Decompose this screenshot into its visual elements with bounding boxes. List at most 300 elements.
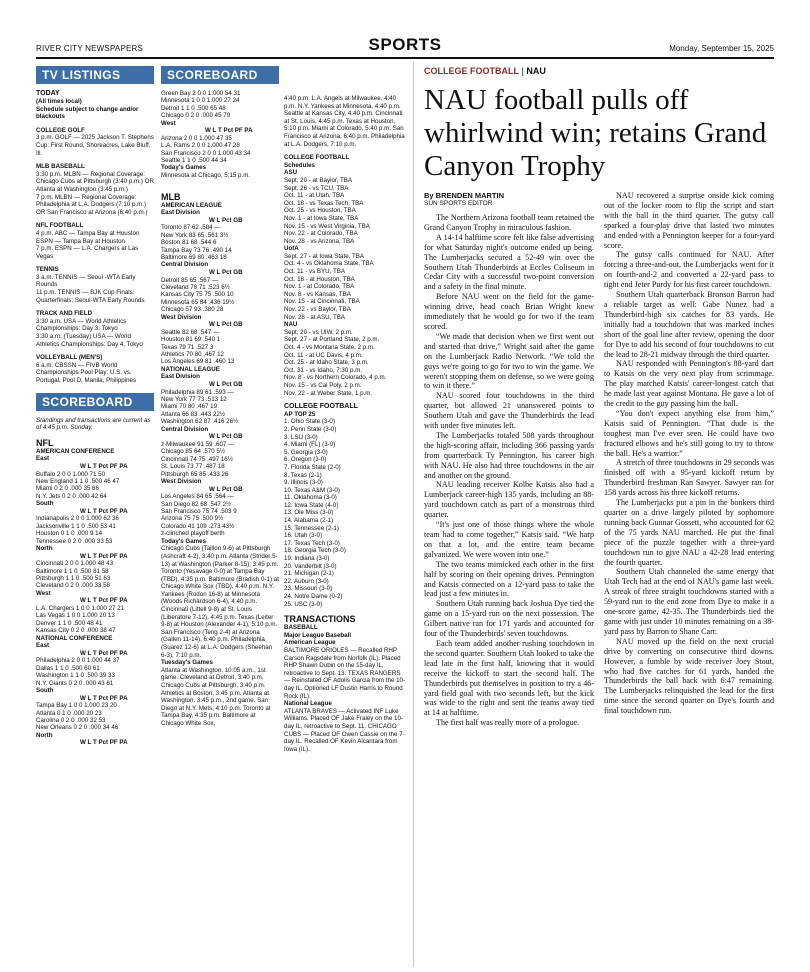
standing-row-text: Arizona 75 75 .500 9½ (161, 515, 224, 523)
standings-table (36, 471, 121, 501)
standing-row (161, 456, 236, 463)
standings-table (161, 329, 236, 366)
standing-row-text: Tampa Bay 73 76 .490 14 (161, 246, 232, 254)
standing-row (36, 575, 115, 582)
standing-row (161, 501, 239, 508)
schedules-label: Schedules (284, 161, 315, 169)
schedule-line: Nov. 28 - at ASU, TBA (284, 313, 345, 321)
ranking-line: 11. Oklahoma (3-0) (284, 494, 337, 502)
standing-row-text: Denver 1 1 0 .500 48 41 (36, 619, 103, 627)
standing-row-text: New Orleans 0 2 0 .000 34 46 (36, 724, 119, 732)
ranking-line: 13. Ole Miss (3-0) (284, 509, 334, 517)
schedule-line: Sept. 27 - at Portland State, 2 p.m. (284, 336, 380, 344)
article-paragraph: “It's just one of those things where the whole team had to come together,” Katsis said. “We harp on that a lot, and the entire team became galvanized. We were woven into one.” (424, 520, 594, 559)
mlb-standings (161, 209, 279, 530)
ranking-line: 19. Indiana (3-0) (284, 555, 330, 563)
article-paragraph: Each team added another rushing touchdown in the second quarter. Southern Utah looked to take the lead late in the first half, knowing that it would receive the kickoff to start the second half. The Thunderbirds put themselves in position to try a 46-yard field goal with two seconds left, but the kick was wide to the right and sent the teams away tied at 14 at halftime. (424, 638, 594, 718)
division-cols: W L T Pct PF PA (80, 462, 128, 470)
standings-table (161, 441, 236, 478)
standing-row-text: Washington 62 87 .416 26½ (161, 418, 239, 426)
ap-label: AP TOP 25 (284, 410, 316, 418)
standing-row-text: San Diego 82 68 .547 2½ (161, 500, 232, 508)
tv-listing-line: 3:30 p.m. MLBN — Regional Coverage: Chicago Cubs at Pittsburgh (3:40 p.m.) OR Atlanta at Washington (3:45 p.m.) (36, 170, 154, 193)
schedule-line: Sept. 26 - vs TCU, TBA (284, 184, 349, 192)
article-paragraph: NAU scored four touchdowns in the third quarter, but allowed 21 unanswered points to Southern Utah and gave the Thunderbirds the lead with under five minutes left. (424, 391, 594, 431)
standing-row (161, 232, 234, 239)
standing-row-text: Athletics 70 80 .467 12 (161, 351, 224, 359)
afc-label: AMERICAN CONFERENCE (36, 447, 115, 455)
standing-row (161, 508, 239, 515)
standing-row (161, 441, 236, 448)
schedule-line: Nov. 22 - vs Baylor, TBA (284, 306, 351, 314)
ranking-line: 12. Iowa State (4-0) (284, 501, 339, 509)
article-paragraph: A 14-14 halftime score felt like false advertising for what Saturday night's outcome ended up being. The Lumberjacks secured a 52-49 win over the Southern Utah Thunderbirds at Eccles Coliseum in Cedar City with a successful two-point conversion and a safety in the final minute. (424, 232, 594, 292)
standing-row (161, 336, 236, 343)
schedule-line: Sept. 20 - at Baylor, TBA (284, 176, 352, 184)
mlb-cols: W L Pct GB (209, 433, 243, 441)
standing-row (161, 351, 236, 358)
standing-row-text: Philadelphia 2 0 0 1.000 44 37 (36, 657, 120, 665)
standing-row (161, 299, 236, 306)
standing-row-text: New York 77 73 .513 12 (161, 396, 227, 404)
standing-row-text: Cincinnati 2 0 0 1.000 48 43 (36, 560, 114, 568)
mlb-division-label: West Division (161, 477, 202, 485)
ap-top25-list (284, 418, 406, 608)
standing-row (36, 657, 122, 664)
standing-row (161, 389, 240, 396)
schedule-line: Nov. 28 - vs Arizona, TBA (284, 237, 355, 245)
standing-row-text: San Francisco 75 74 .503 9 (161, 507, 237, 515)
standing-row-text: Buffalo 2 0 0 1.000 71 50 (36, 470, 106, 478)
standings-table (36, 605, 126, 635)
today-games-label: Today's Games (161, 164, 207, 172)
standing-row-text: Minnesota 65 84 .436 19½ (161, 298, 235, 306)
article-paragraph: NAU responded with Pennington's 88-yard dart to Katsis on the very next play from scrimmage. The play matched Katsis' career-longest catch that he made last year against Montana. He gave a lot of the credit to the guy passing him the ball. (604, 359, 774, 409)
article-paragraph: The Lumberjacks totaled 508 yards throughout the high-scoring affair, including 366 passing yards from quarterback Ty Pennington, his career high with NAU. He also had three touchdowns in the air and another on the ground. (424, 430, 594, 480)
tv-today: TODAY (36, 90, 60, 97)
standing-row (161, 105, 242, 112)
article-paragraph: Southern Utah quarterback Bronson Barron had a reliable target as well: Gabe Nunez had a Thunderbird-high six catches for 83 yards. He initially had a touchdown that was marked inches short of the goal line after review, opening the door for Dye to add his second of four touchdowns to cut the lead to 28-21 midway through the third quarter. (604, 290, 774, 359)
section-title: SPORTS (368, 35, 442, 54)
nau-schedule (284, 329, 406, 397)
nfc-west-standings (161, 135, 279, 165)
ranking-line: 6. Oregon (3-0) (284, 456, 327, 464)
uofa-schedule (284, 253, 406, 321)
standing-row-text: Cleveland 78 71 .523 6½ (161, 284, 230, 292)
al-trans-text: BALTIMORE ORIOLES — Recalled RHP Carson Ragsdale from Norfolk (IL). Placed RHP Shawn Dubin on the 15-day IL, retroactive to Sept. 13. TEXAS RANGERS — Reinstated OF Adolis Garcia from the 10-day IL. Optioned LF Dustin Harris to Round Rock (IL). (284, 646, 406, 700)
mlb-division-label: Central Division (161, 425, 209, 433)
mlb-tue-continued: 4:40 p.m. L.A. Angels at Milwaukee, 4:40 p.m. N.Y. Yankees at Minnesota, 4:40 p.m. Seattle at Kansas City, 4:40 p.m. Cincinnati at St. Louis, 4:45 p.m. Texas at Houston, 5:10 p.m. Miami at Colorado, 5:40 p.m. San Francisco at Arizona, 6:40 p.m. Philadelphia at L.A. Dodgers, 7:10 p.m. (284, 95, 405, 148)
standing-row-text: Texas 79 71 .527 3 (161, 343, 214, 351)
ranking-line: 2. Penn State (3-0) (284, 425, 337, 433)
standing-row (36, 612, 126, 619)
cf-label: COLLEGE FOOTBALL (284, 154, 350, 162)
article-paragraph: “You don't expect anything else from him,” Katsis said of Pennington. “That dude is the toughest man I've ever seen. He could have two fractured elbows and he's still going to try to throw the ball. He's a warrior.” (604, 408, 774, 458)
standing-row-text: Dallas 1 1 0 .500 60 61 (36, 664, 100, 672)
standing-row-text: Seattle 1 1 0 .500 44 34 (161, 157, 227, 165)
tv-group-title: NFL FOOTBALL (36, 222, 84, 230)
transactions-label: TRANSACTIONS (284, 614, 356, 625)
tv-group-title: MLB BASEBALL (36, 163, 85, 171)
nl-label: NATIONAL LEAGUE (161, 365, 220, 373)
standing-row-text: Indianapolis 2 0 0 1.000 62 36 (36, 515, 119, 523)
standing-row (36, 530, 121, 537)
standings-table (161, 277, 236, 314)
article-paragraph: Southern Utah running back Joshua Dye tied the game on a 15-yard run on the next possession. The Gilbert native ran for 171 yards and accounted for four of the Thunderbirds' seven touchdowns. (424, 599, 594, 639)
standing-row-text: Philadelphia 89 61 .593 — (161, 388, 234, 396)
standing-row-text: Carolina 0 2 0 .000 32 53 (36, 717, 106, 725)
standing-row (36, 582, 115, 589)
cf2-label: COLLEGE FOOTBALL (284, 403, 358, 411)
standing-row-text: New York 83 65 .561 3½ (161, 231, 229, 239)
division-label: East (36, 642, 50, 650)
schedule-line: Oct. 25 - at Idaho State, 3 p.m. (284, 359, 369, 367)
standing-row (161, 403, 240, 410)
standing-row-text: Green Bay 2 0 0 1.000 54 31 (161, 90, 241, 97)
article-body-col1 (424, 213, 594, 728)
standing-row-text: Kansas City 75 75 .500 10 (161, 291, 234, 299)
standing-row-text: Miami 70 80 .467 19 (161, 403, 218, 411)
schedule-line: Nov. 8 - vs Kansas, TBA (284, 290, 351, 298)
standing-row (161, 135, 252, 142)
standing-row (161, 493, 239, 500)
ranking-line: 8. Texas (2-1) (284, 471, 322, 479)
kicker-section: COLLEGE FOOTBALL (424, 66, 519, 76)
standing-row (161, 112, 242, 119)
schedule-line: Nov. 15 - vs West Virginia, TBA (284, 222, 370, 230)
standing-row (161, 157, 252, 164)
article-paragraph: The gutsy calls continued for NAU. After forcing a three-and-out, the Lumberjacks went for it on fourth-and-2 and converted a 22-yard pass to tight end Jeter Purdy for his first career touchdown. (604, 250, 774, 290)
masthead-rule (36, 57, 774, 59)
schedule-line: Nov. 15 - at Cincinnati, TBA (284, 298, 360, 306)
standing-row (161, 247, 234, 254)
standing-row-text: L.A. Chargers 1 0 0 1.000 27 21 (36, 605, 125, 612)
ranking-line: 17. Texas Tech (3-0) (284, 539, 340, 547)
tv-listing-line: ESPN — Tampa Bay at Houston (36, 237, 125, 245)
mlb-cols: W L Pct GB (209, 485, 243, 493)
division-label: West (36, 589, 51, 597)
ranking-line: 10. Texas A&M (3-0) (284, 486, 340, 494)
scoreboard-header: SCOREBOARD (161, 66, 279, 84)
ranking-line: 4. Miami (FL) (3-0) (284, 441, 336, 449)
standing-row (161, 329, 236, 336)
standing-row-text: Chicago 0 2 0 .000 45 79 (161, 112, 231, 120)
uofa-label: UofA (284, 245, 299, 253)
tv-group-title: COLLEGE GOLF (36, 126, 85, 134)
standing-row (36, 672, 122, 679)
ranking-line: 22. Auburn (3-0) (284, 577, 329, 585)
schedule-line: Nov. 22 - at Colorado, TBA (284, 230, 358, 238)
standing-row-text: Atlanta 0 1 0 .000 20 23 (36, 709, 102, 717)
standing-row-text: St. Louis 73 77 .487 18 (161, 463, 225, 471)
schedule-line: Oct. 18 - at Houston, TBA (284, 275, 355, 283)
tv-listing-line: 11 p.m. TENNIS — BJK Cup Finals: Quarterfinals; Seoul-WTA Early Rounds (36, 289, 145, 304)
standings-table (161, 224, 234, 261)
north-label: North (36, 731, 53, 739)
article-paragraph: Southern Utah channeled the same energy that Utah Tech had at the end of NAU's game last week. A streak of three straight touchdowns started with a 59-yard run to the end zone from Dye to make it a one-score game, 42-35. The Thunderbirds tied the game with just under 10 minutes remaining on a 38-yard pass by Barron to Shane Carr. (604, 567, 774, 636)
standings-table (161, 389, 240, 426)
article-paragraph: A stretch of three touchdowns in 29 seconds was finished off with a 95-yard kickoff return by Thunderbird freshman Ran Sawyer. Sawyer ran for 158 yards across his three kickoff returns. (604, 458, 774, 498)
standing-row-text: Los Angeles 69 81 .460 13 (161, 358, 235, 366)
standing-row-text: Baltimore 69 80 .463 18 (161, 254, 227, 262)
article-paragraph: Before NAU went on the field for the game-winning drive, head coach Brian Wright knew immediately that he would go for two if the team scored. (424, 292, 594, 331)
ranking-line: 20. Vanderbilt (3-0) (284, 562, 337, 570)
asu-label: ASU (284, 169, 298, 177)
standing-row (36, 717, 120, 724)
nfc-west-label: West (161, 119, 176, 127)
standing-row (161, 291, 236, 298)
standing-row (36, 478, 121, 485)
division-label: South (36, 500, 54, 508)
article-paragraph: “We made that decision when we first went out and started that drive,” Wright said after the game on the Lumberjack Radio Network. “We told the guys we're going to go for two to win the game. We weren't stopping them on defense, so we were going to win it there.” (424, 331, 594, 391)
tv-listing-line: 7 p.m. MLBN — Regional Coverage: Philadelphia at L.A. Dodgers (7:10 p.m.) OR San Francisco at Arizona (6:40 p.m.) (36, 193, 148, 216)
afc-standings (36, 455, 154, 634)
schedule-line: Oct. 11 - vs BYU, TBA (284, 268, 345, 276)
scoreboard-header-left: SCOREBOARD (36, 393, 154, 411)
schedule-line: Nov. 22 - at Weber State, 1 p.m. (284, 389, 373, 397)
standing-row-text: Pittsburgh 65 85 .433 26 (161, 470, 229, 478)
standing-row (161, 515, 239, 522)
tv-listing-line: 6 a.m. CBSSN — FIVB World Championships Pool Play: U.S. vs. Portugal, Pool D, Manila, Philippines (36, 361, 137, 384)
al-label: AMERICAN LEAGUE (161, 201, 222, 209)
schedule-line: Oct. 4 - vs Oklahoma State, TBA (284, 260, 374, 268)
standing-row-text: Detroit 85 65 .567 — (161, 276, 219, 284)
mlb-cols: W L Pct GB (209, 381, 243, 389)
tv-groups (36, 121, 154, 385)
standings-table (161, 493, 239, 530)
standing-row (161, 277, 236, 284)
mlb-division-label: West Division (161, 313, 202, 321)
division-cols: W L T Pct PF PA (80, 507, 128, 515)
mlb-today-label: Today's Games (161, 537, 207, 545)
standing-row-text: Jacksonville 1 1 0 .500 53 41 (36, 522, 116, 530)
ranking-line: 25. USC (3-0) (284, 600, 323, 608)
standing-row (161, 396, 240, 403)
mlb-division-label: East Division (161, 373, 200, 381)
tv-listing-line: 7 p.m. ESPN — L.A. Chargers at Las Vegas (36, 245, 139, 260)
ranking-line: 7. Florida State (2-0) (284, 463, 341, 471)
schedule-line: Nov. 8 - vs Northern Colorado, 4 p.m. (284, 374, 387, 382)
tv-listings-column (36, 62, 154, 967)
tue-games-label: Tuesday's Games (161, 659, 213, 667)
ranking-line: 16. Utah (3-0) (284, 532, 323, 540)
article-paragraph: NAU moved up the field on the next crucial drive by converting on consecutive third downs. However, a fumble by wide receiver Joey Stout, who had five catches for 61 yards, handed the Thunderbirds the ball back with 6:47 remaining. The Lumberjacks relinquished the lead for the first time since the second quarter on Dye's fourth and final touchdown run. (604, 636, 774, 716)
standing-row-text: Washington 1 1 0 .500 39 33 (36, 672, 115, 680)
kicker-sep: | (521, 66, 524, 76)
nfl-north-standings (161, 90, 279, 120)
standing-row (161, 239, 234, 246)
division-label: East (36, 455, 50, 463)
mlb-trans-label: Major League Baseball (284, 631, 352, 639)
schedule-line: Oct. 4 - vs Montana State, 2 p.m. (284, 344, 375, 351)
standing-row (36, 702, 120, 709)
standing-row (36, 568, 115, 575)
tv-listing-line: 3 a.m. TENNIS — Seoul -WTA Early Rounds (36, 273, 136, 289)
standing-row-text: Colorado 41 109 .273 43½ (161, 522, 235, 530)
schedules-column (284, 95, 406, 967)
baseball-label: BASEBALL (284, 624, 318, 632)
ranking-line: 24. Notre Dame (0-2) (284, 593, 343, 600)
tv-subject: Schedule subject to change and/or blackouts (36, 105, 139, 121)
standing-row (161, 418, 240, 425)
publication-name: RIVER CITY NEWSPAPERS (36, 44, 144, 53)
standing-row (36, 680, 122, 687)
standing-row (36, 627, 126, 634)
article-paragraph: The Lumberjacks put a pin in the bonkers third quarter on a drive largely piloted by sophomore running back Gunnar Gossett, who accounted for 62 of the 75 yards NAU marched. He put the final piece of the puzzle together with a three-yard touchdown run to give NAU a 42-28 lead entering the fourth quarter. (604, 498, 774, 567)
standing-row (36, 724, 120, 731)
scoreboard-column (161, 62, 279, 967)
nl-trans-label: National League (284, 700, 332, 708)
standing-row (161, 224, 234, 231)
standing-row-text: Chicago 85 64 .570 5½ (161, 448, 225, 456)
article-headline: NAU football pulls off whirlwind win; retains Grand Canyon Trophy (424, 84, 767, 182)
mlb-division-label: East Division (161, 209, 200, 217)
schedule-line: Nov. 1 - at Colorado, TBA (284, 283, 355, 291)
standing-row (161, 284, 236, 291)
nfc-label: NATIONAL CONFERENCE (36, 634, 113, 642)
article-byline: By BRENDEN MARTIN (424, 191, 505, 200)
standing-row (36, 538, 121, 545)
standing-row-text: Atlanta 66 83 .443 22½ (161, 410, 225, 418)
standing-row (36, 523, 121, 530)
nfl-label: NFL (36, 437, 54, 448)
issue-date: Monday, September 15, 2025 (669, 44, 774, 53)
standing-row-text: San Francisco 2 0 0 1.000 43 34 (161, 149, 251, 157)
standing-row-text: N.Y. Giants 0 2 0 .000 43 61 (36, 679, 114, 687)
division-cols: W L T Pct PF PA (80, 649, 128, 657)
ranking-line: 1. Ohio State (3-0) (284, 418, 335, 426)
standing-row (36, 665, 122, 672)
standing-row-text: Miami 0 2 0 .000 35 66 (36, 485, 99, 493)
division-label: South (36, 687, 54, 695)
standing-row (36, 485, 121, 492)
standing-row (36, 710, 120, 717)
article-paragraph: NAU recovered a surprise onside kick coming out of the locker room to flip the script and start with the ball in the third quarter. The gutsy call sparked a four-play drive that lasted two minutes and ended with a Pennington keeper for a four-yard score. (604, 191, 774, 250)
standing-row (161, 90, 242, 97)
schedule-line: Oct. 31 - vs Idaho, 7:30 p.m. (284, 366, 363, 374)
tue-games-text: Atlanta at Washington, 10:05 a.m., 1st game. Cleveland at Detroit, 3:40 p.m. Chicago Cubs at Pittsburgh, 3:40 p.m. Athletics at Boston, 3:45 p.m. Atlanta at Washington, 3:45 p.m., 2nd game. San Diego at N.Y. Mets, 4:10 p.m. Toronto at Tampa Bay, 4:35 p.m. Baltimore at Chicago White Sox, (161, 666, 271, 727)
standing-row (161, 471, 236, 478)
tv-listing-line: 4 p.m. ABC — Tampa Bay at Houston (36, 229, 140, 237)
standing-row (161, 142, 252, 149)
today-games-line: Minnesota at Chicago, 5:15 p.m. (161, 172, 251, 180)
mlb-division-label: Central Division (161, 261, 209, 269)
schedule-line: Oct. 25 - vs Houston, TBA (284, 207, 356, 215)
standing-row-text: Cleveland 0 2 0 .000 33 58 (36, 582, 110, 590)
division-label: North (36, 545, 53, 552)
standing-row-text: L.A. Rams 2 0 0 1.000 47 28 (161, 142, 240, 150)
ranking-line: 18. Georgia Tech (3-0) (284, 547, 346, 555)
standing-row-text: Pittsburgh 1 1 0 .500 51 63 (36, 575, 111, 582)
standing-row-text: Tennessee 0 2 0 .000 33 53 (36, 537, 113, 545)
standing-row-text: Los Angeles 84 65 .564 — (161, 493, 234, 501)
tv-listing-line: 3 p.m. GOLF — 2025 Jackson T. Stephens Cup: First Round, Shoreacres, Lake Bluff, Ill. (36, 134, 154, 157)
mlb-today-text: Chicago Cubs (Taillon 9-6) at Pittsburgh (Ashcraft 4-2), 3:40 p.m. Atlanta (Strider 5-13) at Washington (Parker 8-15), 3:45 p.m. Toronto (Yesavage 0-0) at Tampa Bay (TBD), 4:35 p.m. Baltimore (Bradish 0-1) at Chicago White Sox (TBD), 4:40 p.m. N.Y. Yankees (Rodon 16-8) at Minnesota (Woods Richardson 6-4), 4:40 p.m. Cincinnati (Littell 9-8) at St. Louis (Liberatore 7-12), 4:45 p.m. Texas (Leiter 9-8) at Houston (Alexander 4-1), 5:10 p.m. San Francisco (Teng 2-4) at Arizona (Gallen 11-14), 6:40 p.m. Philadelphia (Suarez 12-6) at L.A. Dodgers (Sheehan 6-3), 7:10 p.m. (161, 545, 279, 659)
tv-listings-header: TV LISTINGS (36, 66, 154, 84)
north-cols: W L T Pct PF PA (80, 739, 128, 747)
schedule-line: Sept. 27 - at Iowa State, TBA (284, 252, 365, 260)
article-paragraph: The Northern Arizona football team retained the Grand Canyon Trophy in miraculous fashion. (424, 213, 594, 232)
schedule-line: Nov. 1 - at Iowa State, TBA (284, 214, 359, 222)
scoreboard-note: Standings and transactions are current as of 4:45 p.m. Sunday. (36, 416, 151, 432)
standing-row (161, 358, 236, 365)
schedule-line: Sept. 20 - vs UIW, 2 p.m. (284, 328, 353, 336)
tv-listing-line: 3:30 a.m. USA — World Athletics Championships: Day 3, Tokyo (36, 317, 127, 333)
ranking-line: 9. Illinois (3-0) (284, 479, 323, 487)
masthead (0, 0, 810, 60)
standing-row-text: Cincinnati 74 75 .497 16½ (161, 455, 233, 463)
schedule-line: Nov. 15 - vs Cal Poly, 2 p.m. (284, 381, 362, 389)
mlb-cols: W L Pct GB (209, 269, 243, 277)
division-cols: W L T Pct PF PA (80, 694, 128, 702)
mlb-label: MLB (161, 191, 181, 202)
standing-row (161, 448, 236, 455)
tv-listing-line: 3:30 a.m. (Tuesday) USA — World Athletics Championships: Day 4, Tokyo (36, 333, 143, 348)
standing-row-text: Houston 81 69 .540 1 (161, 336, 221, 344)
standing-row (161, 411, 240, 418)
schedule-line: Oct. 18 - vs Texas Tech, TBA (284, 199, 364, 207)
nl-trans-text: ATLANTA BRAVES — Activated INF Luke Williams. Placed OF Jake Fraley on the 10-day IL, retroactive to Sept. 11. CHICAGO CUBS — Placed OF Owen Cassie on the 7-day IL. Recalled OF Kevin Alcantara from Iowa (IL). (284, 707, 405, 753)
ranking-line: 5. Georgia (3-0) (284, 448, 328, 456)
schedule-line: Oct. 11 - at UC Davis, 4 p.m. (284, 351, 363, 359)
standing-row-text: Tampa Bay 1 0 0 1.000 23 20 (36, 702, 117, 710)
article-paragraph: NAU leading receiver Kolbe Katsis also had a Lumberjack career-high 135 yards, including an 88-yard touchdown catch as part of a monstrous third quarter. (424, 480, 594, 520)
clinch-note: z-clinched playoff berth (161, 530, 225, 538)
standing-row (36, 620, 126, 627)
standing-row-text: Kansas City 0 2 0 .000 38 47 (36, 627, 116, 635)
mlb-cols: W L Pct GB (209, 321, 243, 329)
article-kicker (424, 66, 774, 76)
ranking-line: 21. Michigan (2-1) (284, 570, 334, 578)
column-divider (413, 62, 414, 967)
standing-row-text: Boston 81 68 .544 6 (161, 239, 217, 247)
standing-row (36, 515, 121, 522)
standing-row (161, 150, 252, 157)
division-cols: W L T Pct PF PA (80, 597, 128, 605)
standings-table (36, 657, 122, 687)
standing-row-text: Houston 0 1 0 .000 9 14 (36, 530, 103, 538)
nfc-west-cols: W L T Pct PF PA (205, 127, 253, 135)
standing-row (161, 306, 236, 313)
article-role: SUN SPORTS EDITOR (424, 200, 493, 207)
nau-label: NAU (284, 321, 298, 329)
standings-table (36, 515, 121, 545)
article (424, 66, 774, 728)
al-trans-label: American League (284, 639, 336, 647)
standing-row-text: Detroit 1 1 0 .500 65 48 (161, 104, 226, 112)
standing-row-text: Toronto 87 62 .584 — (161, 224, 221, 232)
standing-row (161, 97, 242, 104)
standing-row (36, 471, 121, 478)
standing-row-text: z-Milwaukee 91 59 .607 — (161, 440, 235, 448)
standing-row-text: Seattle 82 68 .547 — (161, 328, 220, 336)
standings-table (161, 90, 242, 120)
standing-row-text: Minnesota 1 0 0 1.000 27 24 (161, 97, 240, 105)
standing-row (36, 605, 126, 612)
kicker-team: NAU (526, 66, 546, 76)
ranking-line: 23. Missouri (3-0) (284, 585, 333, 593)
nfc-standings (36, 642, 154, 732)
standings-table (161, 135, 252, 165)
tv-group-title: TENNIS (36, 266, 59, 274)
standing-row (36, 493, 121, 500)
standing-row (161, 463, 236, 470)
mlb-cols: W L Pct GB (209, 216, 243, 224)
article-body-col2 (604, 191, 774, 716)
standing-row-text: Las Vegas 1 0 0 1.000 20 13 (36, 612, 115, 620)
standing-row-text: New England 1 1 0 .500 46 47 (36, 477, 120, 485)
standings-table (36, 560, 115, 590)
